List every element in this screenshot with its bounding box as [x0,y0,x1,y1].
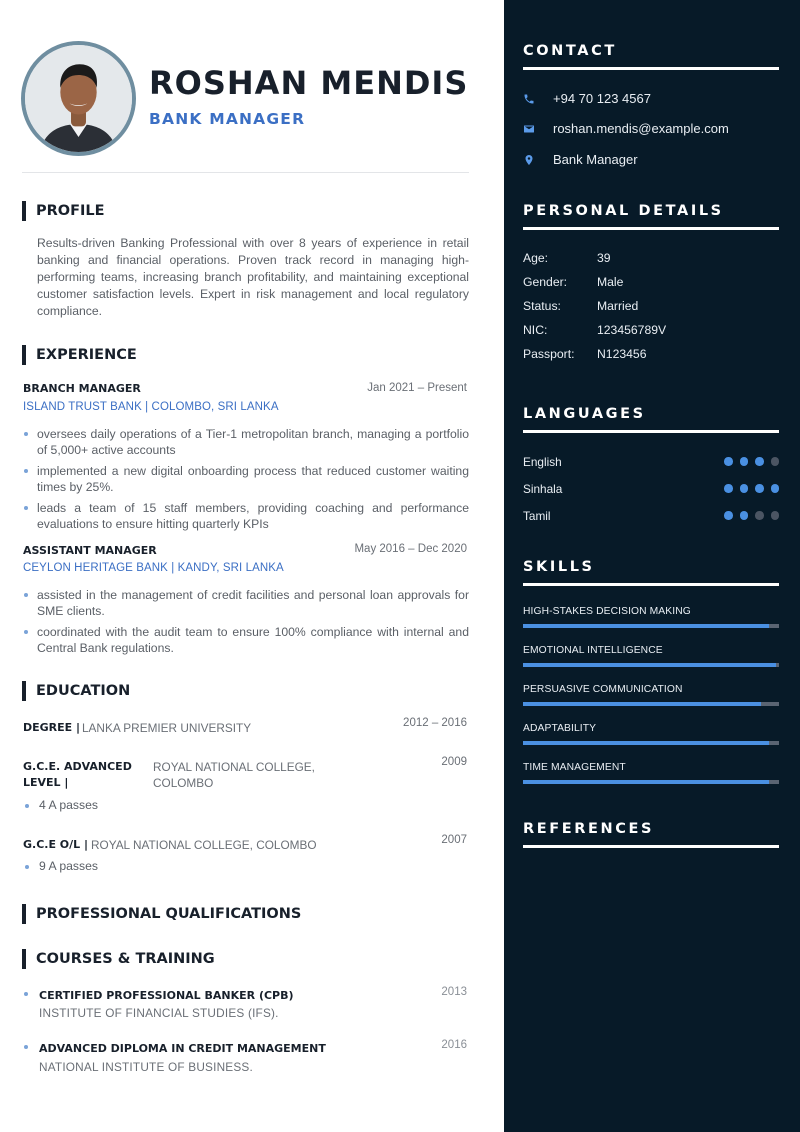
detail-key: Status: [523,299,561,313]
detail-row-age [523,251,611,265]
education-institution: ROYAL NATIONAL COLLEGE, COLOMBO [91,838,317,852]
education-years: 2012 – 2016 [403,717,467,729]
candidate-name: ROSHAN MENDIS [149,64,469,102]
profile-heading: PROFILE [22,201,105,221]
personal-details-heading: PERSONAL DETAILS [523,203,724,219]
skill-bar-fill [523,741,769,745]
references-rule [523,845,779,848]
detail-row-passport [523,347,646,361]
detail-value: 39 [597,251,611,265]
rating-dot [755,484,764,493]
education-heading: EDUCATION [22,681,130,701]
job-title: ASSISTANT MANAGER [23,544,157,557]
languages-heading: LANGUAGES [523,406,646,422]
rating-dot [724,511,733,520]
language-name: Sinhala [523,482,563,496]
course-title: ADVANCED DIPLOMA IN CREDIT MANAGEMENT [23,1042,326,1055]
skill-bar-fill [523,780,769,784]
references-heading: REFERENCES [523,821,655,837]
rating-dot [771,484,780,493]
language-rating [724,511,779,520]
detail-key: Passport: [523,347,575,361]
sidebar [504,0,800,1132]
education-label: G.C.E. ADVANCED LEVEL | [23,760,132,789]
rating-dot [755,511,764,520]
list-item: oversees daily operations of a Tier-1 metropolitan branch, managing a portfolio of 5,000+ active accounts [23,426,469,458]
job-responsibilities [23,426,469,537]
contact-location-text: Bank Manager [553,152,638,167]
education-label: G.C.E O/L | [23,838,89,851]
education-note: 4 A passes [23,798,98,812]
skill-bar [523,624,779,628]
skill-bar [523,741,779,745]
candidate-title: BANK MANAGER [149,110,306,128]
rating-dot [724,457,733,466]
skill-bar-fill [523,702,761,706]
courses-heading: COURSES & TRAINING [22,949,215,969]
skill-bar-fill [523,624,769,628]
list-item: leads a team of 15 staff members, providing coaching and performance evaluations to ensure hitting quarterly KPIs [23,500,469,532]
detail-row-gender [523,275,623,289]
contact-email-text[interactable]: roshan.mendis@example.com [553,121,729,136]
job-organization: ISLAND TRUST BANK | COLOMBO, SRI LANKA [23,401,279,413]
skill-bar [523,663,779,667]
detail-row-nic [523,323,666,337]
email-icon [523,123,535,135]
education-years: 2009 [441,756,467,768]
detail-key: NIC: [523,323,548,337]
phone-icon [523,93,535,105]
contact-heading: CONTACT [523,43,617,59]
course-institution: INSTITUTE OF FINANCIAL STUDIES (IFS). [39,1006,279,1020]
course-institution: NATIONAL INSTITUTE OF BUSINESS. [39,1060,253,1074]
contact-location [523,152,638,167]
contact-phone [523,91,651,106]
skill-name: EMOTIONAL INTELLIGENCE [523,645,663,656]
rating-dot [755,457,764,466]
rating-dot [740,484,749,493]
rating-dot [724,484,733,493]
skill-bar [523,702,779,706]
list-item: coordinated with the audit team to ensure 100% compliance with internal and Central Bank regulations. [23,624,469,656]
list-item: implemented a new digital onboarding process that reduced customer waiting times by 25%. [23,463,469,495]
list-item: assisted in the management of credit facilities and personal loan approvals for SME clients. [23,587,469,619]
language-rating [724,457,779,466]
languages-rule [523,430,779,433]
course-year: 2013 [441,986,467,998]
language-name: English [523,455,562,469]
personal-details-rule [523,227,779,230]
rating-dot [740,511,749,520]
education-label: DEGREE | [23,721,81,734]
location-pin-icon [523,154,535,166]
profile-photo [21,41,136,156]
portrait-image [25,45,132,152]
skill-bar [523,780,779,784]
education-years: 2007 [441,834,467,846]
language-name: Tamil [523,509,551,523]
contact-phone-text[interactable]: +94 70 123 4567 [553,91,651,106]
skill-name: TIME MANAGEMENT [523,762,626,773]
job-responsibilities [23,587,469,661]
job-dates: Jan 2021 – Present [367,382,467,394]
rating-dot [771,457,780,466]
contact-email [523,121,729,136]
course-year: 2016 [441,1039,467,1051]
rating-dot [771,511,780,520]
job-organization: CEYLON HERITAGE BANK | KANDY, SRI LANKA [23,562,284,574]
job-title: BRANCH MANAGER [23,382,141,395]
skill-name: ADAPTABILITY [523,723,597,734]
skill-name: PERSUASIVE COMMUNICATION [523,684,683,695]
job-dates: May 2016 – Dec 2020 [354,543,467,555]
detail-value: Married [597,299,639,313]
skills-rule [523,583,779,586]
skill-bar-fill [523,663,776,667]
experience-heading: EXPERIENCE [22,345,137,365]
education-institution: LANKA PREMIER UNIVERSITY [82,721,252,735]
detail-value: Male [597,275,624,289]
skill-name: HIGH-STAKES DECISION MAKING [523,606,691,617]
detail-row-status [523,299,638,313]
detail-value: 123456789V [597,323,667,337]
detail-key: Age: [523,251,549,265]
contact-rule [523,67,779,70]
detail-value: N123456 [597,347,647,361]
detail-key: Gender: [523,275,568,289]
profile-summary: Results-driven Banking Professional with over 8 years of experience in retail banking and financial operations. Proven track record in managing high-performing teams, increasing branch profitability, and maintaining exceptional customer satisfaction levels. Expert in risk management and local regulatory compliance. [37,236,469,319]
education-institution: ROYAL NATIONAL COLLEGE, COLOMBO [153,760,315,790]
header-divider [22,172,469,173]
language-rating [724,484,779,493]
qualifications-heading: PROFESSIONAL QUALIFICATIONS [22,904,301,924]
education-note: 9 A passes [23,859,98,873]
skills-heading: SKILLS [523,559,595,575]
course-title: CERTIFIED PROFESSIONAL BANKER (CPB) [23,989,294,1002]
rating-dot [740,457,749,466]
